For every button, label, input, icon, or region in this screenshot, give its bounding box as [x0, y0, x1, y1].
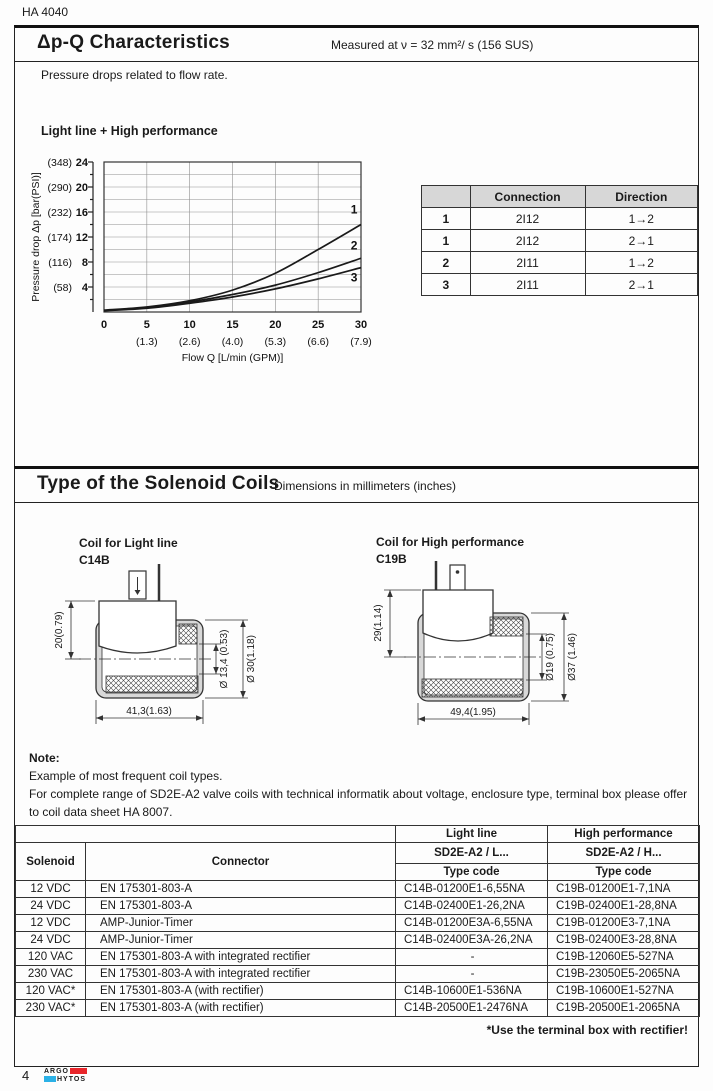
type-table-row [16, 1000, 700, 1017]
cell: 1→2 [585, 252, 697, 274]
cell: C19B-01200E1-7,1NA [548, 881, 700, 898]
variant-high: SD2E-A2 / H... [548, 843, 700, 864]
svg-text:(4.0): (4.0) [221, 336, 244, 348]
section1-title: Δp-Q Characteristics [37, 32, 230, 53]
cell: 24 VDC [16, 932, 86, 949]
dim-inner-diameter: Ø 13,4 (0.53) [219, 629, 230, 689]
cell: C14B-10600E1-536NA [396, 983, 548, 1000]
coil-right-label-line2: C19B [376, 552, 407, 567]
type-table-row [16, 881, 700, 898]
svg-text:20: 20 [75, 182, 88, 194]
cell: EN 175301-803-A (with rectifier) [86, 1000, 396, 1017]
cell: C14B-01200E1-6,55NA [396, 881, 548, 898]
type-code-label-high: Type code [548, 864, 700, 881]
note-block [29, 749, 691, 821]
connection-row [422, 208, 698, 230]
type-table-row [16, 949, 700, 966]
cell: EN 175301-803-A with integrated rectifier [86, 949, 396, 966]
svg-text:(58): (58) [53, 282, 72, 294]
winding-block [179, 624, 197, 644]
svg-text:Flow Q [L/min (GPM)]: Flow Q [L/min (GPM)] [181, 352, 284, 364]
cell: C19B-02400E3-28,8NA [548, 932, 700, 949]
note-line1: Example of most frequent coil types. [29, 769, 223, 783]
group-header-row [16, 826, 700, 843]
svg-text:15: 15 [226, 319, 239, 331]
section2-subtitle: Dimensions in millimeters (inches) [274, 479, 457, 493]
connection-direction-table [421, 185, 698, 296]
cell: C19B-23050E5-2065NA [548, 966, 700, 983]
cell: 120 VAC* [16, 983, 86, 1000]
svg-text:(7.9): (7.9) [350, 336, 372, 348]
dim-height: 20(0.79) [54, 611, 65, 649]
document-number: HA 4040 [22, 5, 69, 19]
cell: 2→1 [585, 274, 697, 296]
svg-text:5: 5 [143, 319, 150, 331]
svg-text:20: 20 [269, 319, 282, 331]
cell: C14B-02400E3A-26,2NA [396, 932, 548, 949]
svg-text:12: 12 [75, 232, 88, 244]
cell: 12 VDC [16, 881, 86, 898]
column-header-connection: Connection [470, 186, 585, 208]
cell: 2 [422, 252, 471, 274]
cell: C14B-02400E1-26,2NA [396, 898, 548, 915]
cell: AMP-Junior-Timer [86, 932, 396, 949]
coil-type-code-table [15, 825, 700, 1017]
section-solenoid-coils [14, 466, 699, 1067]
cell: 24 VDC [16, 898, 86, 915]
cell: EN 175301-803-A [86, 898, 396, 915]
cell: - [396, 949, 548, 966]
type-table-row [16, 915, 700, 932]
connection-row [422, 230, 698, 252]
coil-c14b-drawing [51, 558, 361, 738]
svg-text:8: 8 [81, 257, 88, 269]
group-header-high-performance: High performance [548, 826, 700, 843]
cell: 120 VAC [16, 949, 86, 966]
svg-text:(174): (174) [47, 232, 72, 244]
type-code-label-light: Type code [396, 864, 548, 881]
cell: 2→1 [585, 230, 697, 252]
cell: EN 175301-803-A [86, 881, 396, 898]
logo-red-block [70, 1068, 87, 1074]
connector-plug [450, 565, 465, 592]
dim-inner-diameter: Ø19 (0.75) [545, 633, 556, 681]
cell: 230 VAC [16, 966, 86, 983]
rectifier-footnote: *Use the terminal box with rectifier! [486, 1023, 688, 1037]
cell: C19B-02400E1-28,8NA [548, 898, 700, 915]
note-title: Note: [29, 751, 60, 765]
svg-text:(348): (348) [47, 157, 72, 169]
section2-title: Type of the Solenoid Coils [37, 473, 280, 494]
svg-text:(232): (232) [47, 207, 72, 219]
curve-label-2: 2 [350, 238, 358, 253]
svg-text:30: 30 [354, 319, 368, 331]
column-header-solenoid: Solenoid [16, 843, 86, 881]
cell: 1 [422, 208, 471, 230]
group-header-light-line: Light line [396, 826, 548, 843]
argo-hytos-logo [44, 1067, 87, 1083]
section2-titlebar [15, 469, 698, 503]
connection-row [422, 274, 698, 296]
cell: 2I11 [470, 252, 585, 274]
dim-width: 49,4(1.95) [450, 707, 496, 718]
curve-label-3: 3 [350, 270, 358, 285]
cell: C19B-10600E1-527NA [548, 983, 700, 1000]
cell: 2I11 [470, 274, 585, 296]
cell: - [396, 966, 548, 983]
winding-band [106, 676, 198, 693]
section-dpq-characteristics [14, 25, 699, 467]
cell: C19B-12060E5-527NA [548, 949, 700, 966]
logo-cyan-block [44, 1076, 56, 1082]
dim-outer-diameter: Ø37 (1.46) [567, 633, 578, 681]
note-line2: For complete range of SD2E-A2 valve coils with technical informatik about voltage, enclosure type, terminal box please offer to coil data sheet HA 8007. [29, 787, 688, 819]
pressure-flow-chart [28, 150, 392, 378]
plug-dot-symbol [456, 570, 460, 574]
coil-right-label-line1: Coil for High performance [376, 535, 525, 549]
type-table-row [16, 932, 700, 949]
svg-text:(1.3): (1.3) [136, 336, 158, 348]
column-header-connector: Connector [86, 843, 396, 881]
cell: EN 175301-803-A with integrated rectifier [86, 966, 396, 983]
svg-text:Pressure drop Δp [bar(PSI)]: Pressure drop Δp [bar(PSI)] [30, 172, 42, 302]
cell: 1 [422, 230, 471, 252]
type-table-row [16, 966, 700, 983]
svg-text:24: 24 [75, 157, 88, 169]
svg-text:10: 10 [183, 319, 196, 331]
connection-row [422, 252, 698, 274]
cell: EN 175301-803-A (with rectifier) [86, 983, 396, 1000]
column-header-direction: Direction [585, 186, 697, 208]
logo-text-argo: ARGO [44, 1067, 69, 1075]
cell: C14B-20500E1-2476NA [396, 1000, 548, 1017]
cell: C19B-01200E3-7,1NA [548, 915, 700, 932]
winding-band [422, 679, 523, 697]
svg-text:4: 4 [81, 282, 88, 294]
dim-height: 29(1.14) [373, 604, 384, 642]
page-number: 4 [22, 1068, 30, 1083]
cell: C14B-01200E3A-6,55NA [396, 915, 548, 932]
svg-text:(5.3): (5.3) [264, 336, 287, 348]
cell: 2I12 [470, 230, 585, 252]
intro-text: Pressure drops related to flow rate. [41, 68, 228, 82]
column-header-blank [422, 186, 471, 208]
svg-text:(290): (290) [47, 182, 72, 194]
cell: 3 [422, 274, 471, 296]
section1-subtitle: Measured at ν = 32 mm²/ s (156 SUS) [331, 38, 534, 52]
coil-left-label-line1: Coil for Light line [79, 536, 178, 550]
type-table-row [16, 983, 700, 1000]
cell: 12 VDC [16, 915, 86, 932]
cell: 230 VAC* [16, 1000, 86, 1017]
svg-text:(2.6): (2.6) [178, 336, 201, 348]
coil-left-label-line2: C14B [79, 553, 110, 568]
cell: AMP-Junior-Timer [86, 915, 396, 932]
curve-label-1: 1 [350, 202, 358, 217]
winding-block [490, 617, 523, 636]
connection-header-row [422, 186, 698, 208]
svg-text:25: 25 [312, 319, 325, 331]
variant-light: SD2E-A2 / L... [396, 843, 548, 864]
variant-header-row [16, 843, 700, 864]
chart-heading: Light line + High performance [41, 124, 218, 138]
cell: 1→2 [585, 208, 697, 230]
type-table-row [16, 898, 700, 915]
logo-text-hytos: HYTOS [57, 1075, 86, 1083]
svg-text:0: 0 [100, 319, 108, 331]
svg-text:16: 16 [75, 207, 88, 219]
coil-housing [99, 601, 176, 653]
svg-text:(6.6): (6.6) [307, 336, 329, 348]
blank-header [16, 826, 396, 843]
dim-outer-diameter: Ø 30(1.18) [246, 635, 257, 683]
coil-housing [423, 590, 493, 641]
dim-width: 41,3(1.63) [126, 706, 172, 717]
section1-titlebar [15, 28, 698, 62]
svg-text:(116): (116) [48, 257, 72, 269]
cell: 2I12 [470, 208, 585, 230]
coil-c19b-drawing [366, 555, 676, 739]
cell: C19B-20500E1-2065NA [548, 1000, 700, 1017]
